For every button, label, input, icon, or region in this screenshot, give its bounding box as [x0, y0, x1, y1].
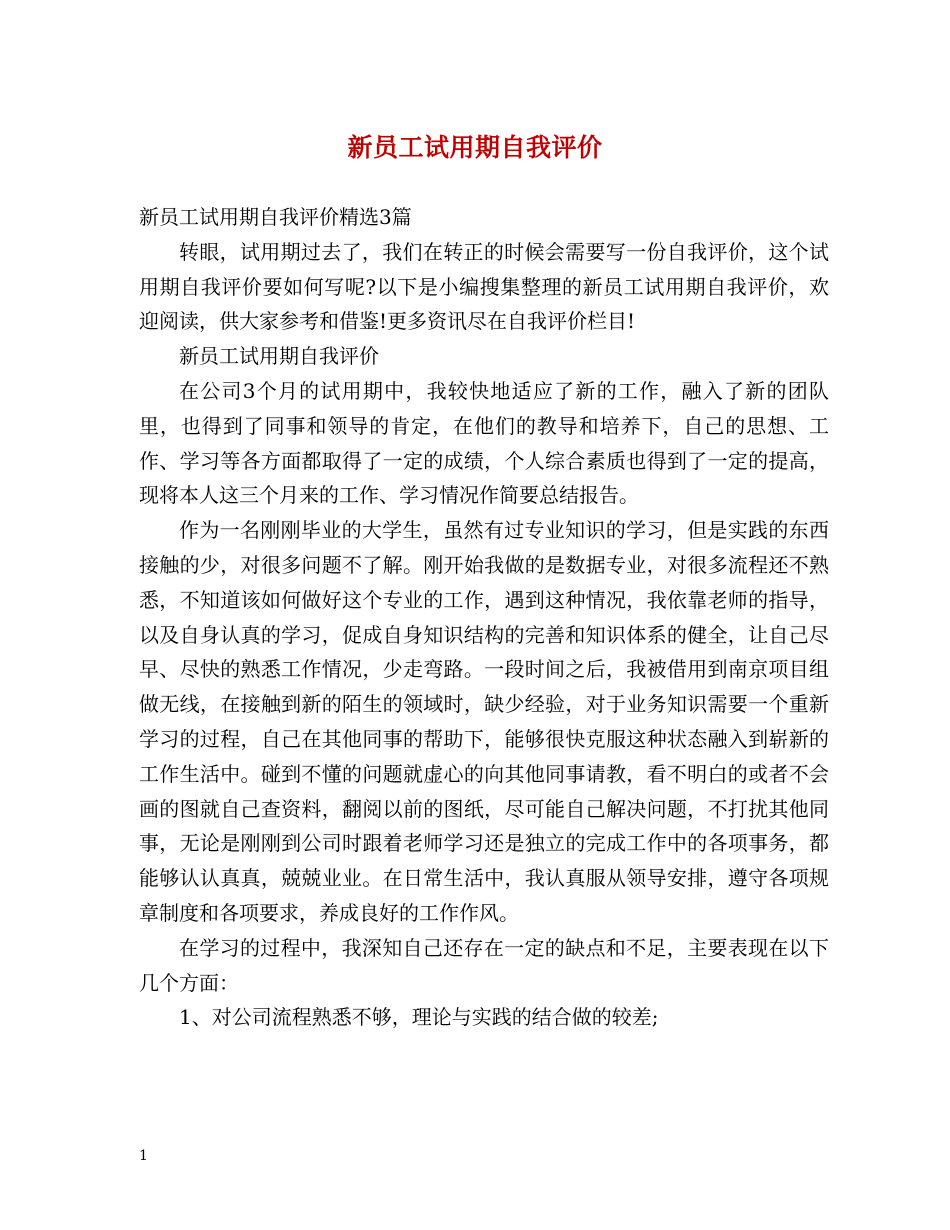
paragraph-shortcomings: 在学习的过程中，我深知自己还存在一定的缺点和不足，主要表现在以下几个方面：	[139, 935, 829, 995]
paragraph-intro: 转眼，试用期过去了，我们在转正的时候会需要写一份自我评价，这个试用期自我评价要如何写呢?以下是小编搜集整理的新员工试用期自我评价，欢迎阅读，供大家参考和借鉴!更多资讯尽在自我评价栏目!	[139, 239, 829, 334]
page-number: 1	[139, 1148, 148, 1164]
list-item-1: 1、对公司流程熟悉不够，理论与实践的结合做的较差;	[179, 1005, 659, 1030]
document-subtitle: 新员工试用期自我评价精选3篇	[139, 205, 412, 229]
document-body	[139, 200, 829, 1035]
section-heading: 新员工试用期自我评价	[179, 344, 379, 369]
paragraph-experience: 作为一名刚刚毕业的大学生，虽然有过专业知识的学习，但是实践的东西接触的少，对很多问题不了解。刚开始我做的是数据专业，对很多流程还不熟悉，不知道该如何做好这个专业的工作，遇到这种情况，我依靠老师的指导，以及自身认真的学习，促成自身知识结构的完善和知识体系的健全，让自己尽早、尽快的熟悉工作情况，少走弯路。一段时间之后，我被借用到南京项目组做无线，在接触到新的陌生的领域时，缺少经验，对于业务知识需要一个重新学习的过程，自己在其他同事的帮助下，能够很快克服这种状态融入到崭新的工作生活中。碰到不懂的问题就虚心的向其他同事请教，看不明白的或者不会画的图就自己查资料，翻阅以前的图纸，尽可能自己解决问题，不打扰其他同事，无论是刚刚到公司时跟着老师学习还是独立的完成工作中的各项事务，都能够认认真真，兢兢业业。在日常生活中，我认真服从领导安排，遵守各项规章制度和各项要求，养成良好的工作作风。	[139, 518, 829, 925]
document-title: 新员工试用期自我评价	[347, 133, 603, 162]
paragraph-summary: 在公司3个月的试用期中，我较快地适应了新的工作，融入了新的团队里，也得到了同事和领导的肯定，在他们的教导和培养下，自己的思想、工作、学习等各方面都取得了一定的成绩，个人综合素质也得到了一定的提高，现将本人这三个月来的工作、学习情况作简要总结报告。	[139, 378, 829, 508]
